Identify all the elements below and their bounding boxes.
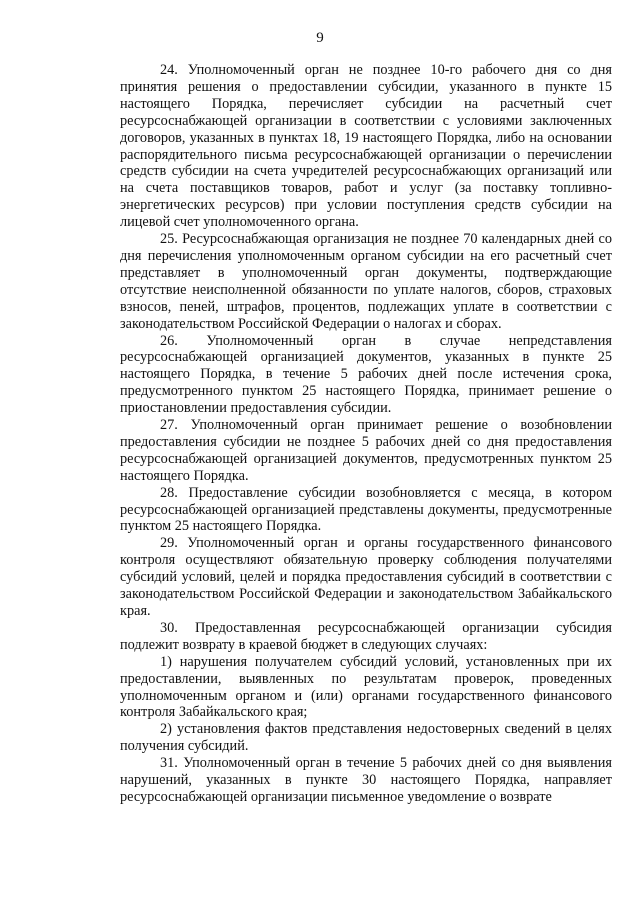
paragraph-26: 26. Уполномоченный орган в случае непредставления ресурсоснабжающей организацией документов, указанных в пункте 25 настоящего Порядка, в течение 5 рабочих дней после истечения срока, предусмотренного пунктом 25 настоящего Порядка, принимает решение о приостановлении предоставления субсидии. — [120, 332, 612, 417]
paragraph-28: 28. Предоставление субсидии возобновляется с месяца, в котором ресурсоснабжающей организацией представлены документы, предусмотренные пунктом 25 настоящего Порядка. — [120, 484, 612, 535]
paragraph-25: 25. Ресурсоснабжающая организация не позднее 70 календарных дней со дня перечисления уполномоченным органом субсидии на его расчетный счет представляет в уполномоченный орган документы, подтверждающие отсутствие неисполненной обязанности по уплате налогов, сборов, страховых взносов, пеней, штрафов, процентов, подлежащих уплате в соответствии с законодательством Российской Федерации о налогах и сборах. — [120, 231, 612, 332]
paragraph-31: 31. Уполномоченный орган в течение 5 рабочих дней со дня выявления нарушений, указанных в пункте 30 настоящего Порядка, направляет ресурсоснабжающей организации письменное уведомление о возврате — [120, 755, 612, 805]
document-body — [120, 62, 612, 806]
paragraph-27: 27. Уполномоченный орган принимает решение о возобновлении предоставления субсидии не позднее 5 рабочих дней со дня предоставления ресурсоснабжающей организацией документов, предусмотренных пунктом 25 настоящего Порядка. — [120, 417, 612, 484]
paragraph-30-item-1: 1) нарушения получателем субсидий условий, установленных при их предоставлении, выявленных по результатам проверок, проведенных уполномоченным органом и (или) органами государственного финансового контроля Забайкальского края; — [120, 653, 612, 721]
paragraph-24: 24. Уполномоченный орган не позднее 10-го рабочего дня со дня принятия решения о предоставлении субсидии, указанного в пункте 15 настоящего Порядка, перечисляет субсидии на расчетный счет ресурсоснабжающей организации в соответствии с условиями заключенных договоров, указанных в пунктах 18, 19 настоящего Порядка, либо на основании распорядительного письма ресурсоснабжающей организации о перечислении средств субсидии на счета учредителей ресурсоснабжающих организаций или на счета поставщиков товаров, работ и услуг (за поставку топливно-энергетических ресурсов) при условии поступления средств субсидии на лицевой счет уполномоченного органа. — [120, 62, 612, 231]
page-number: 9 — [316, 30, 324, 46]
paragraph-29: 29. Уполномоченный орган и органы государственного финансового контроля осуществляют обязательную проверку соблюдения получателями субсидий условий, целей и порядка предоставления субсидий в соответствии с законодательством Российской Федерации и законодательством Забайкальского края. — [120, 535, 612, 619]
paragraph-30-item-2: 2) установления фактов представления недостоверных сведений в целях получения субсидий. — [120, 721, 612, 755]
paragraph-30: 30. Предоставленная ресурсоснабжающей организации субсидия подлежит возврату в краевой бюджет в следующих случаях: — [120, 619, 612, 653]
